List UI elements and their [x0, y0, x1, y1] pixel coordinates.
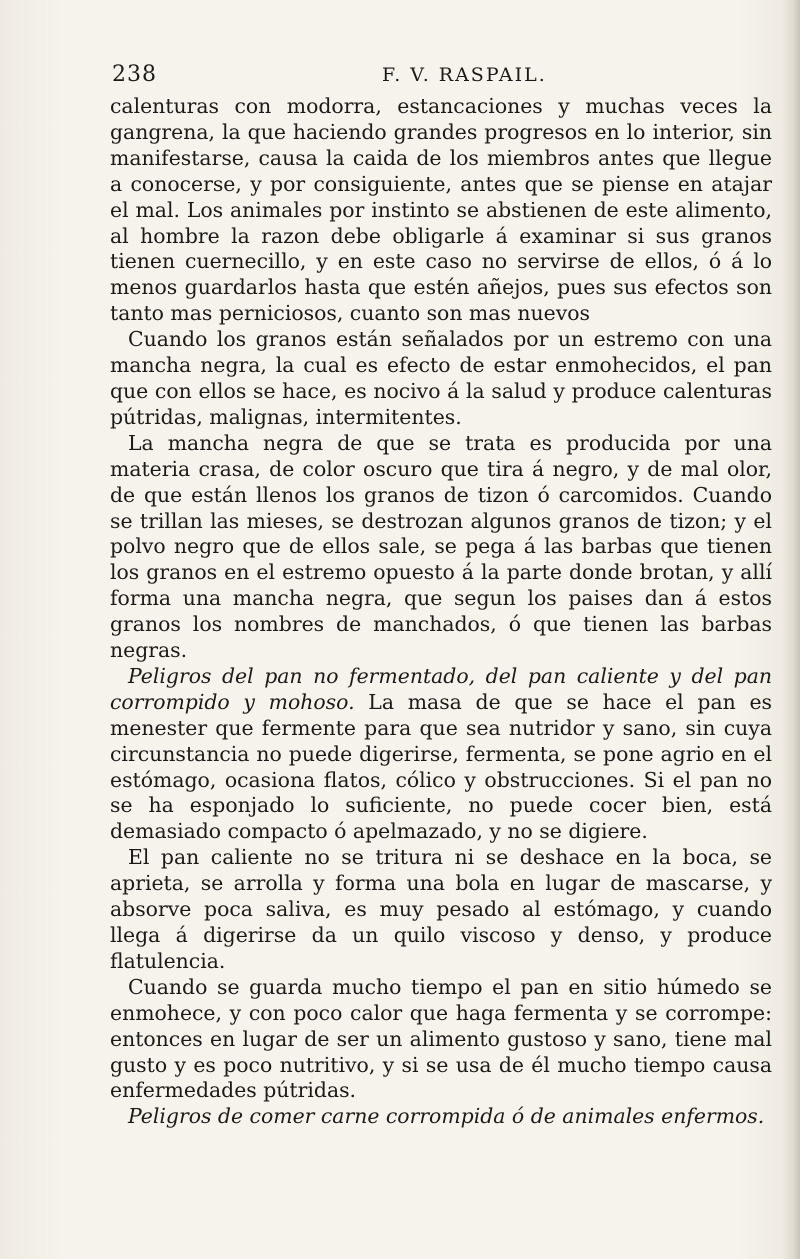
paragraph-text: La masa de que se hace el pan es menester que fermente para que sea nutridor y sano, sin cuya circunstancia no puede digerirse, fermenta, se pone agrio en el estómago, ocasiona flatos, cólico y obstrucciones. Si el pan no se ha esponjado lo suficiente, no puede cocer bien, está demasiado compacto ó apelmazado, y no se digiere.	[110, 689, 773, 844]
paragraph: Cuando los granos están señalados por un estremo con una mancha negra, la cual es efecto de estar enmohecidos, el pan que con ellos se hace, es nocivo á la salud y produce calenturas pútridas, malignas, intermitentes.	[110, 327, 772, 429]
page-edge-shadow	[782, 0, 800, 1259]
paragraph: Cuando se guarda mucho tiempo el pan en sitio húmedo se enmohece, y con poco calor que haga fermenta y se corrompe: entonces en lugar de ser un alimento gustoso y sano, tiene mal gusto y es poco nutritivo, y si se usa de él mucho tiempo causa enfermedades pútridas.	[110, 974, 772, 1103]
body-text	[110, 94, 772, 1130]
page-header	[112, 62, 772, 92]
page-number: 238	[112, 62, 157, 87]
paragraph: El pan caliente no se tritura ni se deshace en la boca, se aprieta, se arrolla y forma una bola en lugar de mascarse, y absorve poca saliva, es muy pesado al estómago, y cuando llega á digerirse da un quilo viscoso y denso, y produce flatulencia.	[110, 845, 772, 973]
section-heading: Peligros del pan no fermentado, del pan caliente y del pan corrompido y mohoso.	[110, 663, 772, 714]
paragraph: La mancha negra de que se trata es producida por una materia crasa, de color oscuro que tira á negro, y de mal olor, de que están llenos los granos de tizon ó carcomidos. Cuando se trillan las mieses, se destrozan algunos granos de tizon; y el polvo negro que de ellos sale, se pega á las barbas que tienen los granos en el estremo opuesto á la parte donde brotan, y allí forma una mancha negra, que segun los paises dan á estos granos los nombres de manchados, ó que tienen las barbas negras.	[110, 430, 772, 663]
paragraph-continuation: calenturas con modorra, estancaciones y muchas veces la gangrena, la que haciendo grandes progresos en lo interior, sin manifestarse, causa la caida de los miembros antes que llegue a conocerse, y por consiguiente, antes que se piense en atajar el mal. Los animales por instinto se abstienen de este alimento, al hombre la razon debe obligarle á examinar si sus granos tienen cuernecillo, y en este caso no servirse de ellos, ó á lo menos guardarlos hasta que estén añejos, pues sus efectos son tanto mas perniciosos, cuanto son mas nuevos	[110, 94, 772, 326]
paragraph-with-heading	[110, 664, 772, 845]
running-head: F. V. RASPAIL.	[382, 64, 547, 86]
section-heading: Peligros de comer carne corrompida ó de animales enfermos.	[128, 1104, 765, 1129]
